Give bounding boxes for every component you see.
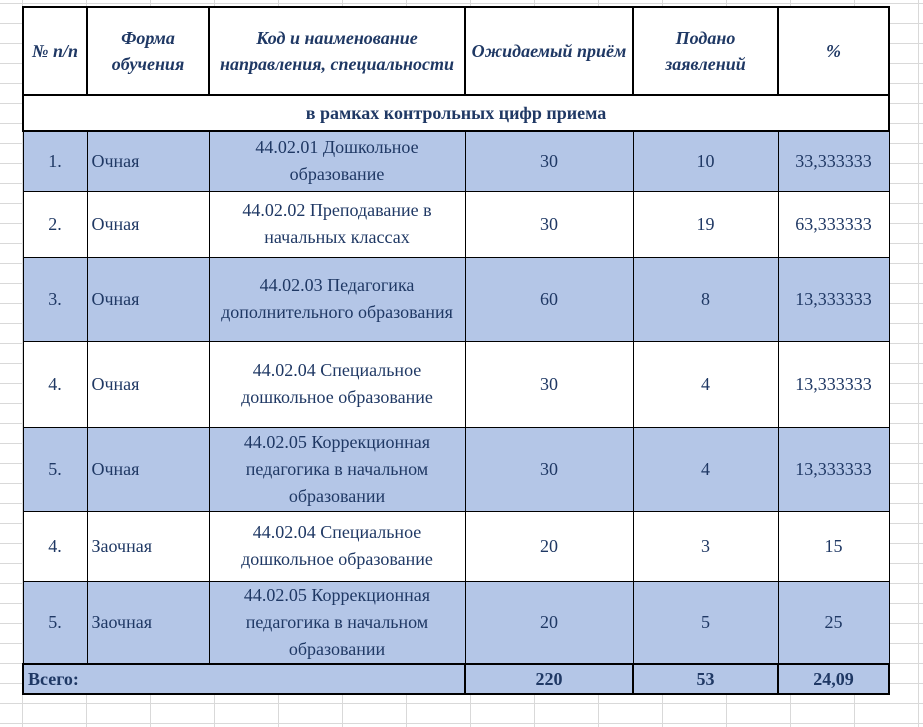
row-expected-cell[interactable]: 30: [465, 131, 633, 191]
row-form-cell[interactable]: Очная: [87, 131, 209, 191]
table-row: [23, 341, 889, 427]
row-submitted-cell[interactable]: 5: [633, 581, 778, 664]
header-submitted[interactable]: Подано заявлений: [633, 7, 778, 95]
row-expected-cell[interactable]: 60: [465, 257, 633, 341]
row-submitted-cell[interactable]: 19: [633, 191, 778, 257]
row-percent-cell[interactable]: 15: [778, 511, 889, 581]
total-submitted[interactable]: 53: [633, 664, 778, 694]
section-row: [23, 95, 889, 131]
table-row: [23, 427, 889, 511]
table-row: [23, 257, 889, 341]
row-submitted-cell[interactable]: 4: [633, 341, 778, 427]
header-num[interactable]: № п/п: [23, 7, 87, 95]
row-expected-cell[interactable]: 20: [465, 511, 633, 581]
row-direction-cell[interactable]: 44.02.04 Специальное дошкольное образование: [209, 511, 465, 581]
row-num-cell[interactable]: 4.: [23, 341, 87, 427]
header-expected[interactable]: Ожидаемый приём: [465, 7, 633, 95]
row-form-cell[interactable]: Очная: [87, 341, 209, 427]
header-percent[interactable]: %: [778, 7, 889, 95]
row-percent-cell[interactable]: 33,333333: [778, 131, 889, 191]
row-direction-cell[interactable]: 44.02.05 Коррекционная педагогика в начальном образовании: [209, 581, 465, 664]
row-submitted-cell[interactable]: 4: [633, 427, 778, 511]
row-direction-cell[interactable]: 44.02.01 Дошкольное образование: [209, 131, 465, 191]
row-percent-cell[interactable]: 13,333333: [778, 257, 889, 341]
row-form-cell[interactable]: Очная: [87, 427, 209, 511]
table-row: [23, 511, 889, 581]
row-percent-cell[interactable]: 63,333333: [778, 191, 889, 257]
row-percent-cell[interactable]: 25: [778, 581, 889, 664]
row-expected-cell[interactable]: 30: [465, 341, 633, 427]
header-row: [23, 7, 889, 95]
row-direction-cell[interactable]: 44.02.03 Педагогика дополнительного образования: [209, 257, 465, 341]
row-submitted-cell[interactable]: 3: [633, 511, 778, 581]
row-num-cell[interactable]: 3.: [23, 257, 87, 341]
row-form-cell[interactable]: Заочная: [87, 511, 209, 581]
row-direction-cell[interactable]: 44.02.05 Коррекционная педагогика в начальном образовании: [209, 427, 465, 511]
table-row: [23, 191, 889, 257]
admissions-table: [22, 6, 890, 695]
total-label[interactable]: Всего:: [23, 664, 465, 694]
row-expected-cell[interactable]: 20: [465, 581, 633, 664]
table-row: [23, 581, 889, 664]
row-num-cell[interactable]: 2.: [23, 191, 87, 257]
row-form-cell[interactable]: Очная: [87, 191, 209, 257]
row-direction-cell[interactable]: 44.02.02 Преподавание в начальных классах: [209, 191, 465, 257]
total-expected[interactable]: 220: [465, 664, 633, 694]
row-num-cell[interactable]: 4.: [23, 511, 87, 581]
section-title[interactable]: в рамках контрольных цифр приема: [23, 95, 889, 131]
header-form[interactable]: Форма обучения: [87, 7, 209, 95]
header-direction[interactable]: Код и наименование направления, специальности: [209, 7, 465, 95]
row-expected-cell[interactable]: 30: [465, 427, 633, 511]
row-num-cell[interactable]: 5.: [23, 581, 87, 664]
row-num-cell[interactable]: 5.: [23, 427, 87, 511]
total-row: [23, 664, 889, 694]
row-percent-cell[interactable]: 13,333333: [778, 341, 889, 427]
row-direction-cell[interactable]: 44.02.04 Специальное дошкольное образование: [209, 341, 465, 427]
row-expected-cell[interactable]: 30: [465, 191, 633, 257]
row-percent-cell[interactable]: 13,333333: [778, 427, 889, 511]
row-submitted-cell[interactable]: 8: [633, 257, 778, 341]
row-submitted-cell[interactable]: 10: [633, 131, 778, 191]
table-row: [23, 131, 889, 191]
total-percent[interactable]: 24,09: [778, 664, 889, 694]
row-num-cell[interactable]: 1.: [23, 131, 87, 191]
row-form-cell[interactable]: Очная: [87, 257, 209, 341]
row-form-cell[interactable]: Заочная: [87, 581, 209, 664]
